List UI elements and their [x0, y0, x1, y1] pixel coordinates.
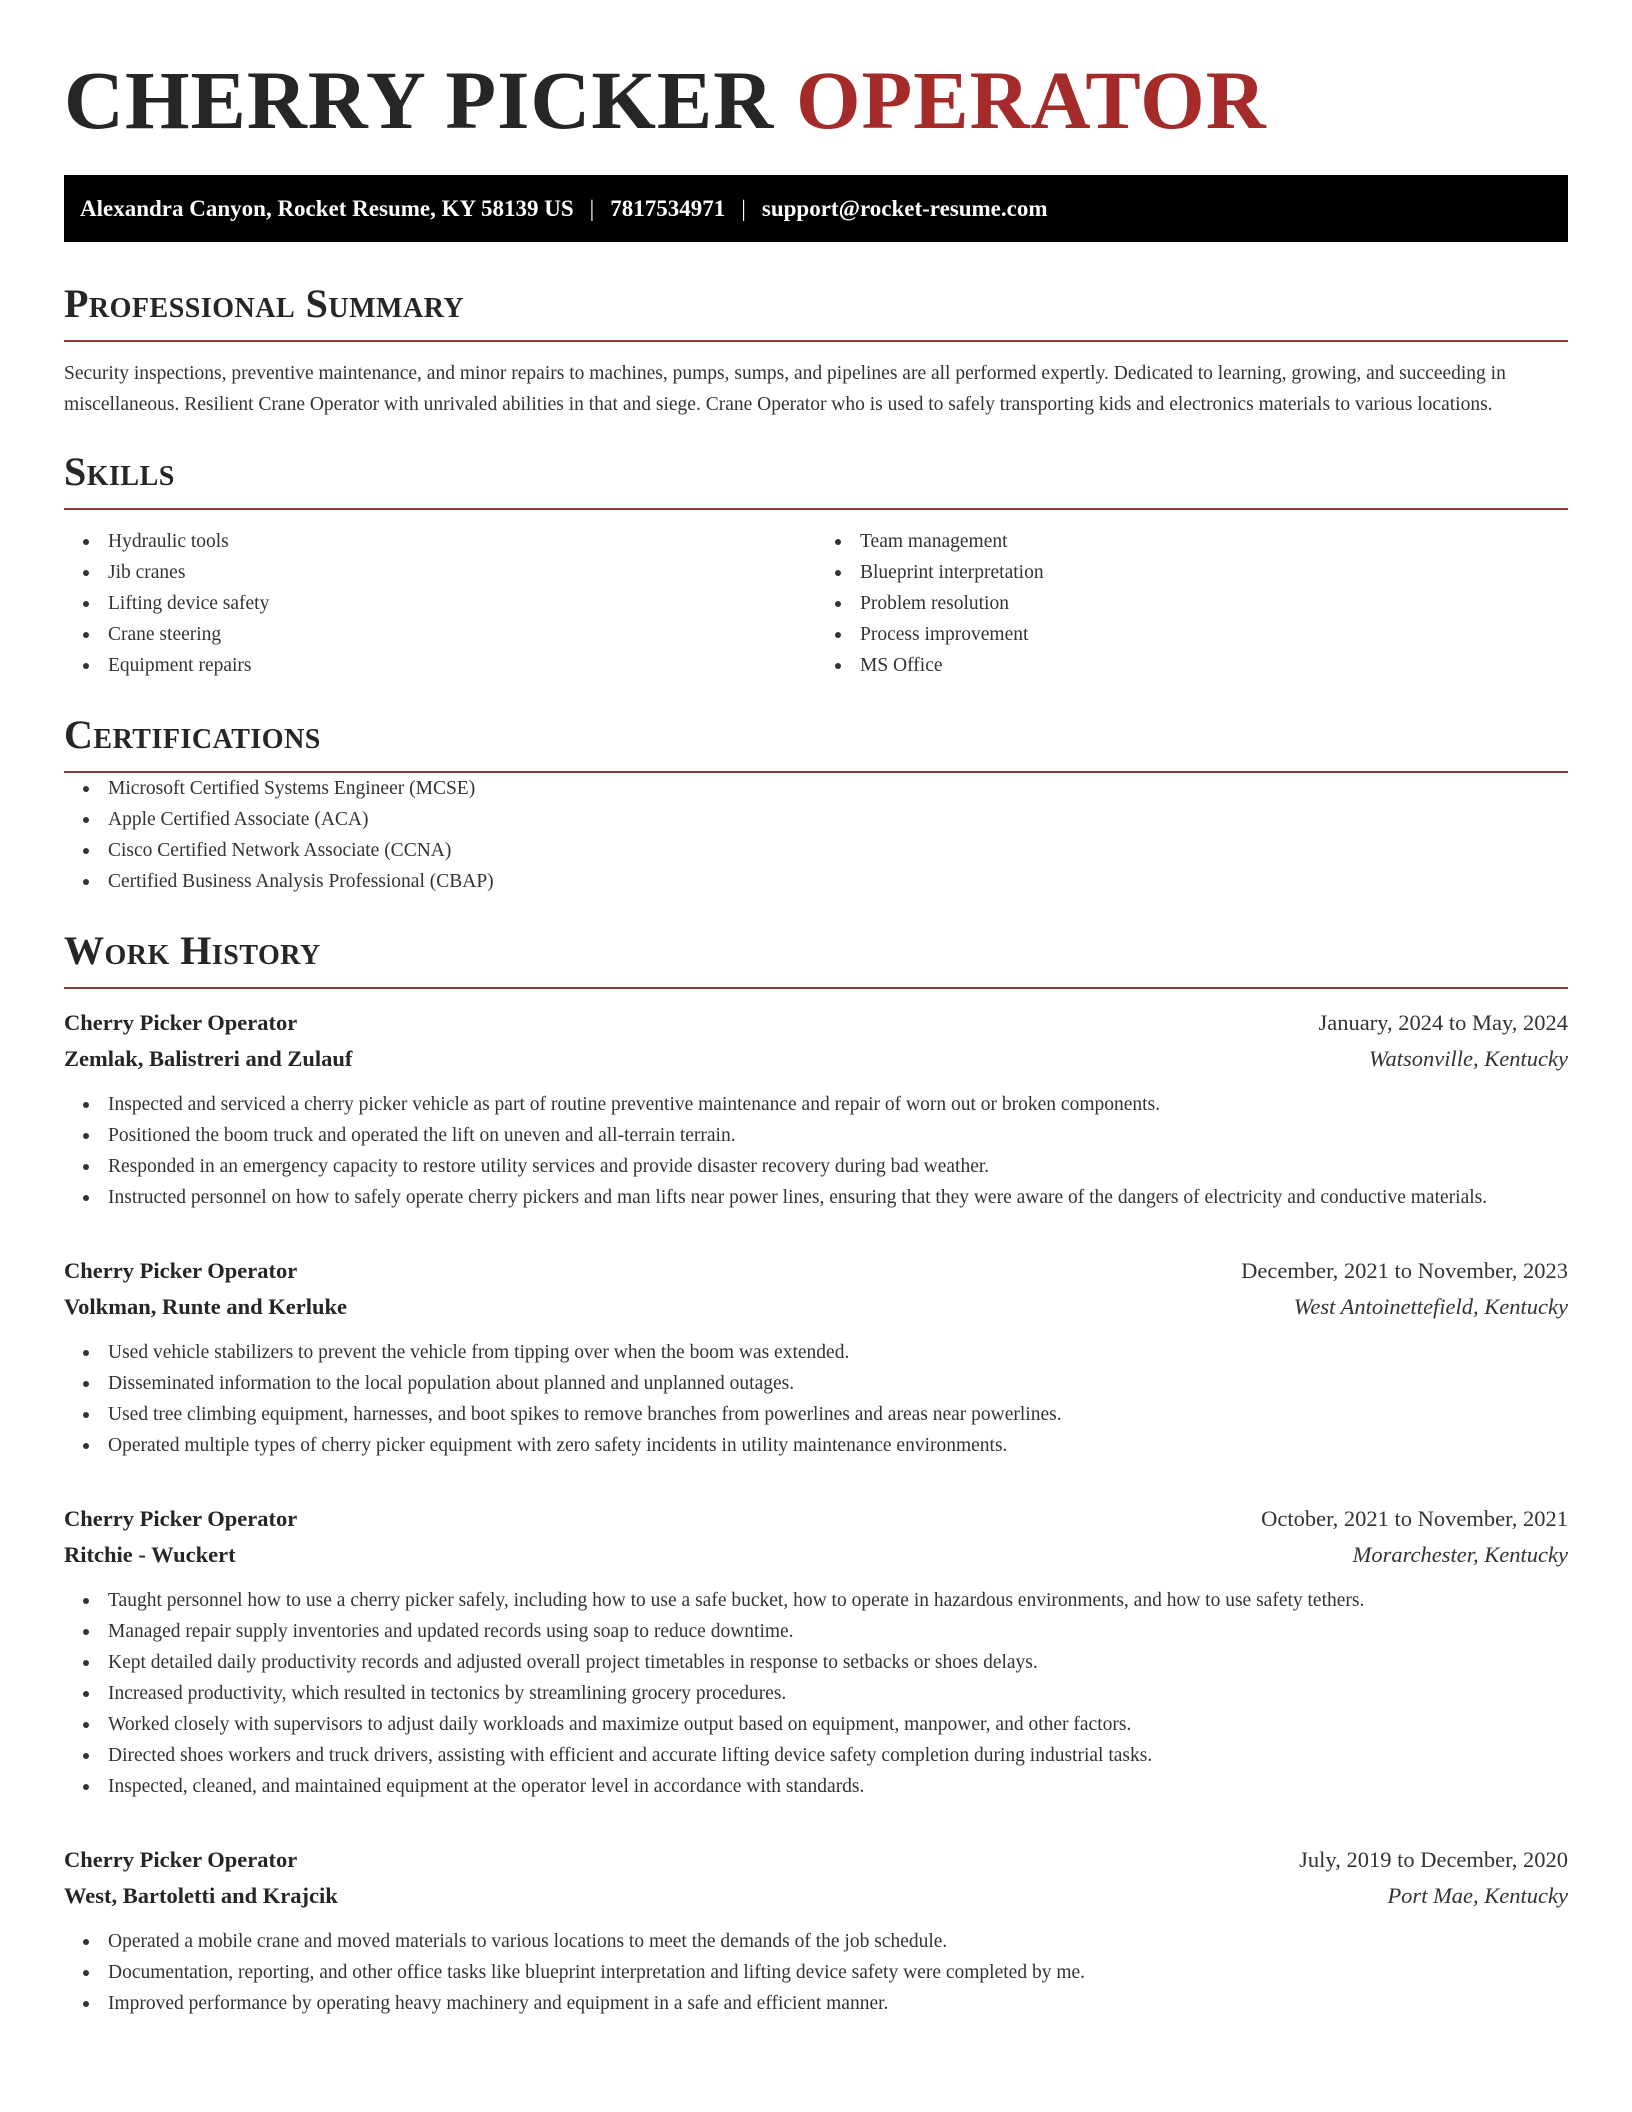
bullet-icon: [83, 1102, 89, 1108]
list-item-text: Team management: [860, 531, 1008, 552]
list-item-text: Instructed personnel on how to safely operate cherry pickers and man lifts near power lines, ensuring that they were aware of the dangers of electricity and conductive materials.: [108, 1187, 1488, 1208]
job-bullets: [64, 1337, 1568, 1461]
list-item-text: Directed shoes workers and truck drivers, assisting with efficient and accurate lifting device safety completion during industrial tasks.: [108, 1745, 1153, 1766]
job-company: Zemlak, Balistreri and Zulauf: [64, 1046, 353, 1071]
list-item: [816, 588, 1568, 619]
list-item: [64, 1089, 1568, 1120]
list-item: [64, 1616, 1568, 1647]
list-item-text: Disseminated information to the local population about planned and unplanned outages.: [108, 1373, 795, 1394]
list-item-text: Microsoft Certified Systems Engineer (MCSE): [108, 778, 476, 799]
job-bullets: [64, 1926, 1568, 2019]
job-company-row: [64, 1537, 1568, 1573]
job-header-row: [64, 1005, 1568, 1041]
bullet-icon: [83, 1753, 89, 1759]
list-item: [64, 1647, 1568, 1678]
list-item-text: Used tree climbing equipment, harnesses, and boot spikes to remove branches from powerlines and areas near powerlines.: [108, 1404, 1062, 1425]
list-item-text: Responded in an emergency capacity to restore utility services and provide disaster recovery during bad weather.: [108, 1156, 990, 1177]
job-role: Cherry Picker Operator: [64, 1010, 298, 1035]
list-item: [64, 1926, 1568, 1957]
list-item-text: Increased productivity, which resulted in tectonics by streamlining grocery procedures.: [108, 1683, 787, 1704]
bullet-icon: [83, 663, 89, 669]
list-item: [816, 650, 1568, 681]
list-item: [64, 619, 816, 650]
bullet-icon: [83, 1164, 89, 1170]
contact-phone: 7817534971: [610, 195, 726, 221]
list-item-text: Lifting device safety: [108, 593, 270, 614]
list-item: [64, 1585, 1568, 1616]
bullet-icon: [83, 601, 89, 607]
list-item: [64, 1182, 1568, 1213]
job-company-row: [64, 1041, 1568, 1077]
bullet-icon: [83, 817, 89, 823]
list-item-text: Hydraulic tools: [108, 531, 229, 552]
job-company-row: [64, 1289, 1568, 1325]
list-item-text: Inspected, cleaned, and maintained equipment at the operator level in accordance with standards.: [108, 1776, 865, 1797]
list-item: [64, 526, 816, 557]
list-item-text: Worked closely with supervisors to adjust daily workloads and maximize output based on equipment, manpower, and other factors.: [108, 1714, 1132, 1735]
contact-email: support@rocket-resume.com: [761, 195, 1048, 221]
summary-section: [64, 280, 1568, 420]
bullet-icon: [835, 632, 841, 638]
list-item-text: Process improvement: [860, 624, 1029, 645]
list-item: [64, 1337, 1568, 1368]
job-role: Cherry Picker Operator: [64, 1506, 298, 1531]
list-item-text: Managed repair supply inventories and updated records using soap to reduce downtime.: [108, 1621, 794, 1642]
certifications-section: [64, 711, 1568, 897]
job-location: West Antoinettefield, Kentucky: [1293, 1294, 1568, 1319]
list-item: [816, 526, 1568, 557]
job-header-row: [64, 1253, 1568, 1289]
job-location: Morarchester, Kentucky: [1352, 1542, 1568, 1567]
list-item-text: Cisco Certified Network Associate (CCNA): [108, 840, 452, 861]
contact-address: Alexandra Canyon, Rocket Resume, KY 58139 US: [80, 195, 574, 221]
work-history-list: [64, 1005, 1568, 2019]
job-entry: [64, 1253, 1568, 1461]
title-main: CHERRY PICKER: [64, 54, 775, 146]
work-history-heading: Work History: [64, 928, 321, 973]
bullet-icon: [83, 1350, 89, 1356]
job-bullets: [64, 1089, 1568, 1213]
skills-heading: Skills: [64, 449, 175, 494]
bullet-icon: [83, 1133, 89, 1139]
job-location: Watsonville, Kentucky: [1368, 1046, 1568, 1071]
list-item: [64, 1771, 1568, 1802]
job-dates: December, 2021 to November, 2023: [1241, 1258, 1568, 1283]
section-divider: [64, 508, 1568, 510]
job-company: Ritchie - Wuckert: [64, 1542, 236, 1567]
list-item: [64, 804, 1568, 835]
job-header-row: [64, 1842, 1568, 1878]
job-company: Volkman, Runte and Kerluke: [64, 1294, 347, 1319]
list-item-text: Problem resolution: [860, 593, 1009, 614]
bullet-icon: [83, 632, 89, 638]
job-company-row: [64, 1878, 1568, 1914]
work-history-section: [64, 927, 1568, 2019]
list-item: [64, 1151, 1568, 1182]
bullet-icon: [83, 570, 89, 576]
bullet-icon: [83, 1784, 89, 1790]
list-item-text: Crane steering: [108, 624, 222, 645]
bullet-icon: [83, 848, 89, 854]
skills-list-left: [64, 526, 816, 681]
job-location: Port Mae, Kentucky: [1387, 1883, 1568, 1908]
bullet-icon: [83, 1381, 89, 1387]
bullet-icon: [835, 601, 841, 607]
certifications-heading: Certifications: [64, 712, 321, 757]
list-item-text: Improved performance by operating heavy machinery and equipment in a safe and efficient manner.: [108, 1993, 889, 2014]
bullet-icon: [83, 1970, 89, 1976]
list-item: [64, 1399, 1568, 1430]
summary-text: Security inspections, preventive maintenance, and minor repairs to machines, pumps, sumps, and pipelines are all performed expertly. Dedicated to learning, growing, and succeeding in miscellaneous. Resilient Crane Operator with unrivaled abilities in that and siege. Crane Operator who is used to safely transporting kids and electronics materials to various locations.: [64, 363, 1506, 415]
bullet-icon: [83, 1691, 89, 1697]
job-entry: [64, 1501, 1568, 1802]
bullet-icon: [835, 663, 841, 669]
bullet-icon: [83, 1722, 89, 1728]
list-item-text: Blueprint interpretation: [860, 562, 1044, 583]
bullet-icon: [83, 1660, 89, 1666]
list-item-text: Equipment repairs: [108, 655, 252, 676]
list-item-text: Used vehicle stabilizers to prevent the vehicle from tipping over when the boom was extended.: [108, 1342, 850, 1363]
bullet-icon: [83, 1443, 89, 1449]
list-item: [64, 1740, 1568, 1771]
resume-title: [64, 0, 1568, 144]
list-item: [816, 557, 1568, 588]
bullet-icon: [83, 879, 89, 885]
job-dates: July, 2019 to December, 2020: [1299, 1847, 1568, 1872]
bullet-icon: [835, 539, 841, 545]
bullet-icon: [83, 2001, 89, 2007]
list-item-text: Taught personnel how to use a cherry picker safely, including how to use a safe bucket, how to operate in hazardous environments, and how to use safety tethers.: [108, 1590, 1365, 1611]
bullet-icon: [83, 1195, 89, 1201]
summary-heading: Professional Summary: [64, 281, 465, 326]
skills-grid: [64, 526, 1568, 681]
list-item-text: Certified Business Analysis Professional (CBAP): [108, 871, 494, 892]
list-item-text: Inspected and serviced a cherry picker vehicle as part of routine preventive maintenance and repair of worn out or broken components.: [108, 1094, 1161, 1115]
job-company: West, Bartoletti and Krajcik: [64, 1883, 338, 1908]
bullet-icon: [83, 786, 89, 792]
bullet-icon: [83, 1629, 89, 1635]
job-entry: [64, 1005, 1568, 1213]
list-item: [816, 619, 1568, 650]
list-item-text: Apple Certified Associate (ACA): [108, 809, 369, 830]
bullet-icon: [83, 539, 89, 545]
bullet-icon: [83, 1412, 89, 1418]
list-item: [64, 1678, 1568, 1709]
list-item-text: Operated a mobile crane and moved materials to various locations to meet the demands of the job schedule.: [108, 1931, 948, 1952]
list-item-text: MS Office: [860, 655, 943, 676]
list-item: [64, 588, 816, 619]
section-divider: [64, 987, 1568, 989]
list-item-text: Positioned the boom truck and operated the lift on uneven and all-terrain terrain.: [108, 1125, 736, 1146]
list-item: [64, 650, 816, 681]
job-bullets: [64, 1585, 1568, 1802]
job-header-row: [64, 1501, 1568, 1537]
list-item: [64, 1709, 1568, 1740]
certifications-list: [64, 773, 1568, 897]
list-item: [64, 1988, 1568, 2019]
list-item: [64, 557, 816, 588]
job-dates: January, 2024 to May, 2024: [1318, 1010, 1568, 1035]
list-item: [64, 1957, 1568, 1988]
bullet-icon: [83, 1598, 89, 1604]
title-accent: OPERATOR: [795, 54, 1267, 146]
list-item-text: Operated multiple types of cherry picker equipment with zero safety incidents in utility maintenance environments.: [108, 1435, 1008, 1456]
skills-section: [64, 448, 1568, 681]
section-divider: [64, 340, 1568, 342]
list-item-text: Kept detailed daily productivity records and adjusted overall project timetables in response to setbacks or shoes delays.: [108, 1652, 1038, 1673]
list-item: [64, 1120, 1568, 1151]
job-entry: [64, 1842, 1568, 2019]
contact-separator: |: [589, 195, 595, 221]
list-item-text: Documentation, reporting, and other office tasks like blueprint interpretation and lifting device safety were completed by me.: [108, 1962, 1086, 1983]
job-role: Cherry Picker Operator: [64, 1847, 298, 1872]
contact-separator: |: [741, 195, 746, 221]
list-item-text: Jib cranes: [108, 562, 186, 583]
contact-bar: [64, 175, 1568, 242]
list-item: [64, 1368, 1568, 1399]
list-item: [64, 866, 1568, 897]
job-role: Cherry Picker Operator: [64, 1258, 298, 1283]
bullet-icon: [83, 1939, 89, 1945]
list-item: [64, 773, 1568, 804]
list-item: [64, 1430, 1568, 1461]
list-item: [64, 835, 1568, 866]
job-dates: October, 2021 to November, 2021: [1261, 1506, 1568, 1531]
skills-list-right: [816, 526, 1568, 681]
bullet-icon: [835, 570, 841, 576]
